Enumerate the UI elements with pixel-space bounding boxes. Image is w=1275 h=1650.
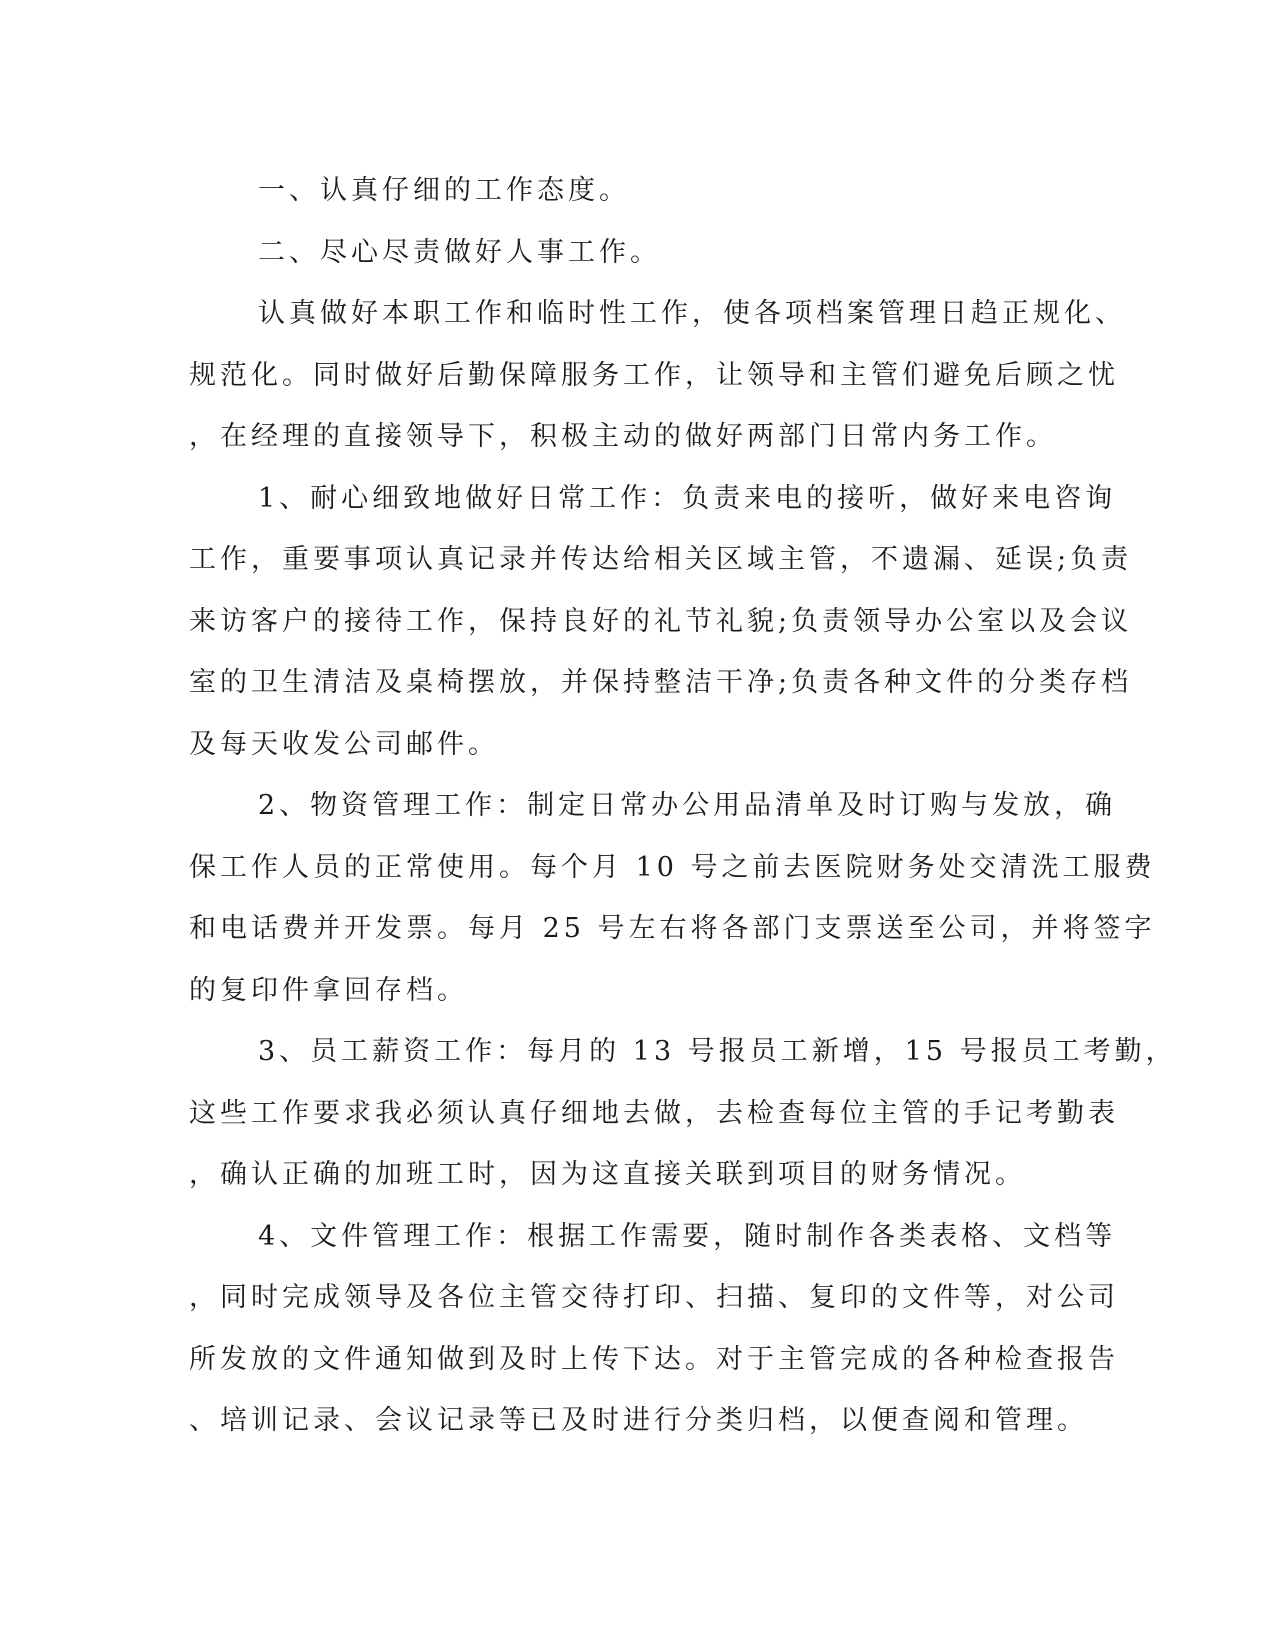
item-1-line-4: 室的卫生清洁及桌椅摆放，并保持整洁干净;负责各种文件的分类存档 [189,667,1133,698]
item-2-line-4: 的复印件拿回存档。 [189,974,468,1006]
paragraph-intro-line-2: 规范化。同时做好后勤保障服务工作，让领导和主管们避免后顾之忧 [189,359,1119,391]
paragraph-intro-line-1: 认真做好本职工作和临时性工作，使各项档案管理日趋正规化、 [258,298,1126,329]
item-2-line-3: 和电话费并开发票。每月 25 号左右将各部门支票送至公司，并将签字 [189,913,1156,944]
item-2-line-1: 2、物资管理工作：制定日常办公用品清单及时订购与发放，确 [258,790,1117,821]
heading-1: 一、认真仔细的工作态度。 [258,175,630,206]
item-3-line-3: ，确认正确的加班工时，因为这直接关联到项目的财务情况。 [189,1159,1026,1190]
item-1-line-1: 1、耐心细致地做好日常工作：负责来电的接听，做好来电咨询 [258,482,1117,514]
item-4-line-3: 所发放的文件通知做到及时上传下达。对于主管完成的各种检查报告 [189,1343,1119,1375]
item-4-line-1: 4、文件管理工作：根据工作需要，随时制作各类表格、文档等 [258,1220,1117,1252]
item-3-line-1: 3、员工薪资工作：每月的 13 号报员工新增，15 号报员工考勤， [258,1036,1177,1067]
item-2-line-2: 保工作人员的正常使用。每个月 10 号之前去医院财务处交清洗工服费 [189,851,1156,883]
document-body [189,160,1177,1452]
item-4-line-4: 、培训记录、会议记录等已及时进行分类归档，以便查阅和管理。 [189,1405,1088,1436]
item-3-line-2: 这些工作要求我必须认真仔细地去做，去检查每位主管的手记考勤表 [189,1097,1119,1129]
heading-2: 二、尽心尽责做好人事工作。 [258,236,661,268]
item-1-line-5: 及每天收发公司邮件。 [189,728,499,760]
item-1-line-3: 来访客户的接待工作，保持良好的礼节礼貌;负责领导办公室以及会议 [189,605,1133,637]
paragraph-intro-line-3: ，在经理的直接领导下，积极主动的做好两部门日常内务工作。 [189,421,1057,452]
item-1-line-2: 工作，重要事项认真记录并传达给相关区域主管，不遗漏、延误;负责 [189,544,1133,575]
item-4-line-2: ，同时完成领导及各位主管交待打印、扫描、复印的文件等，对公司 [189,1282,1119,1313]
